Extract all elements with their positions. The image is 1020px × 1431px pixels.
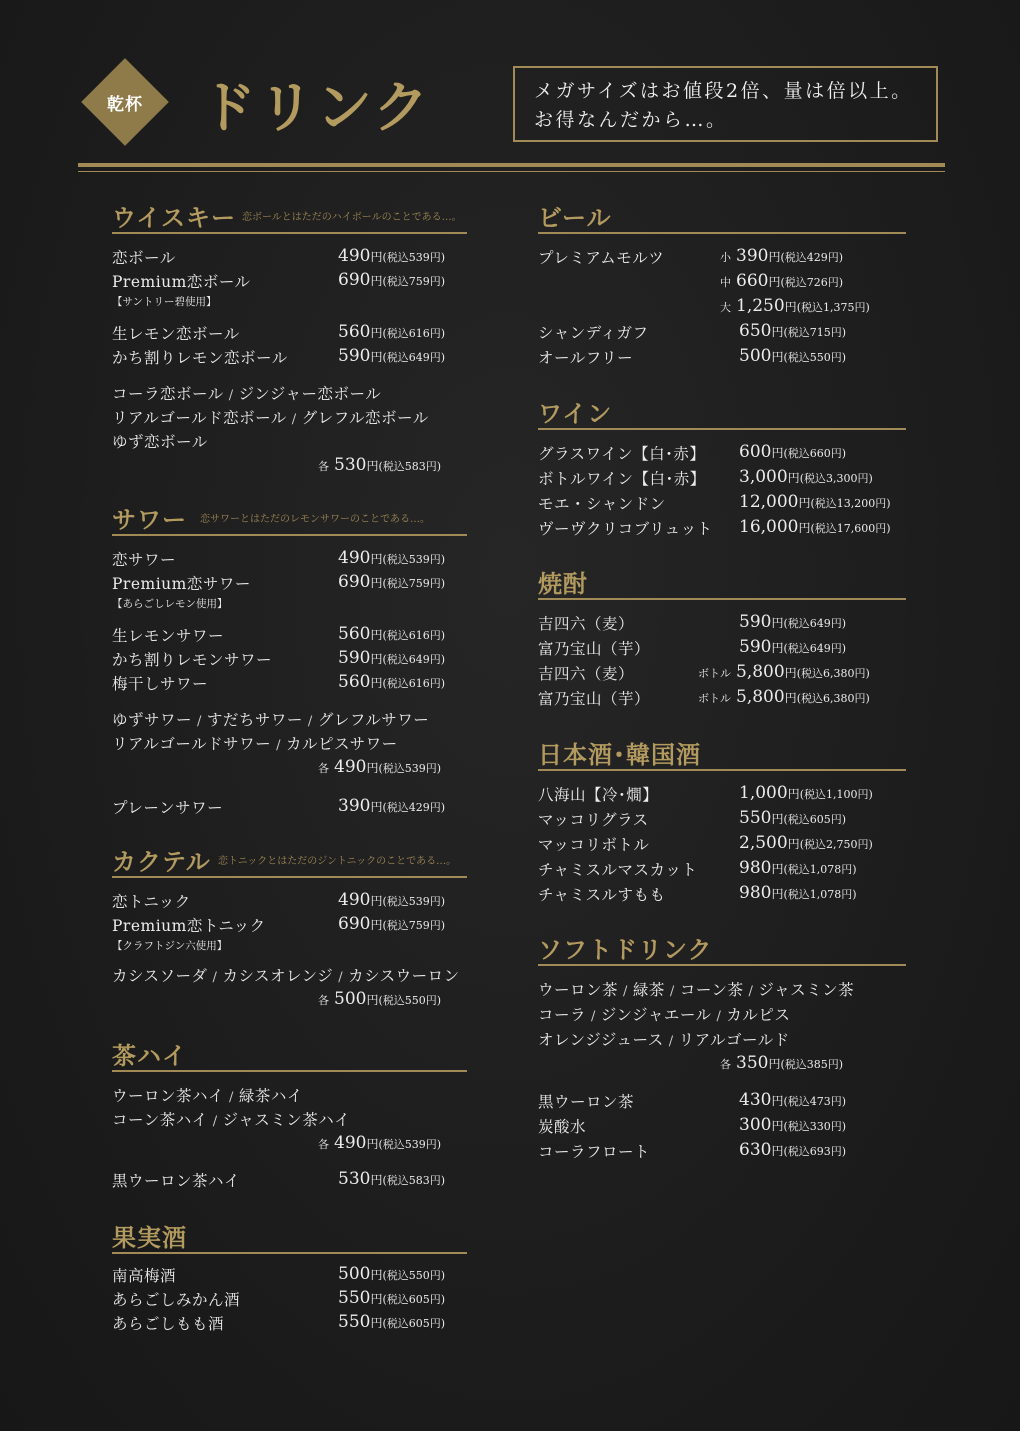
item-price: 560円(税込616円) — [338, 672, 446, 692]
menu-item — [538, 612, 906, 636]
menu-item — [538, 1090, 906, 1114]
item-price: 500円(税込550円) — [739, 346, 847, 366]
item-price: 560円(税込616円) — [338, 624, 446, 644]
each-price: 各 350円(税込385円) — [720, 1053, 844, 1073]
section-title: 焼酎 — [538, 569, 588, 598]
item-price: 590円(税込649円) — [338, 346, 446, 366]
menu-item — [112, 548, 467, 572]
menu-item — [538, 492, 906, 516]
item-name: 八海山【冷･燗】 — [538, 786, 659, 804]
section-subtitle: 恋トニックとはただのジントニックのことである…。 — [218, 856, 457, 867]
menu-item — [112, 624, 467, 648]
item-name: 生レモン恋ボール — [112, 325, 240, 343]
section-header — [538, 930, 906, 966]
item-name: ボトルワイン【白･赤】 — [538, 470, 706, 488]
item-price: 490円(税込539円) — [338, 890, 446, 910]
menu-item — [538, 246, 906, 270]
item-name: Premium恋ボール — [112, 273, 251, 291]
menu-item — [538, 321, 906, 345]
section-header — [112, 500, 467, 536]
item-name: 富乃宝山（芋） — [538, 690, 651, 708]
item-name: あらごしもも酒 — [112, 1315, 225, 1333]
section-header — [538, 735, 906, 771]
menu-item — [538, 883, 906, 907]
badge-label: 乾杯 — [107, 95, 143, 115]
item-name: 炭酸水 — [538, 1118, 587, 1136]
item-name: Premium恋サワー — [112, 575, 251, 593]
item-note: 【サントリー碧使用】 — [112, 296, 217, 308]
list-line: ウーロン茶ハイ / 緑茶ハイ — [112, 1087, 303, 1105]
item-name: 生レモンサワー — [112, 627, 225, 645]
item-price: 530円(税込583円) — [338, 1169, 446, 1189]
menu-item — [538, 271, 906, 295]
item-price: 3,000円(税込3,300円) — [739, 467, 873, 487]
list-line: コーン茶ハイ / ジャスミン茶ハイ — [112, 1111, 351, 1129]
each-price: 各 490円(税込539円) — [318, 1133, 442, 1153]
item-name: 吉四六（麦） — [538, 665, 635, 683]
item-price: 小 390円(税込429円) — [720, 246, 844, 266]
item-name: 恋サワー — [112, 551, 177, 569]
item-name: マッコリグラス — [538, 811, 649, 829]
each-price: 各 490円(税込539円) — [318, 757, 442, 777]
item-price: 430円(税込473円) — [739, 1090, 847, 1110]
item-name: 富乃宝山（芋） — [538, 640, 651, 658]
section-title: サワー — [112, 505, 187, 534]
item-name: コーラフロート — [538, 1143, 651, 1161]
item-name: かち割りレモンサワー — [112, 651, 273, 669]
menu-item — [112, 672, 467, 696]
menu-item — [538, 517, 906, 541]
item-price: 690円(税込759円) — [338, 914, 446, 934]
item-price: 大 1,250円(税込1,375円) — [720, 296, 870, 316]
item-name: チャミスルすもも — [538, 886, 666, 904]
section-beer — [538, 198, 906, 367]
section-header — [112, 1036, 467, 1072]
item-price: 590円(税込649円) — [338, 648, 446, 668]
section-title: ソフトドリンク — [538, 935, 713, 964]
list-line: コーラ / ジンジャエール / カルピス — [538, 1006, 791, 1024]
section-cocktail — [112, 842, 467, 1009]
header-rule — [78, 171, 945, 172]
item-price: 12,000円(税込13,200円) — [739, 492, 891, 512]
menu-item — [538, 687, 906, 711]
menu-item — [538, 1115, 906, 1139]
section-header — [112, 1218, 467, 1254]
item-name: マッコリボトル — [538, 836, 650, 854]
item-name: プレミアムモルツ — [538, 249, 665, 267]
menu-item — [112, 890, 467, 914]
section-whisky — [112, 198, 467, 475]
item-name: チャミスルマスカット — [538, 861, 698, 879]
section-soft-drinks — [538, 930, 906, 1161]
item-price: 490円(税込539円) — [338, 246, 446, 266]
section-title: 果実酒 — [112, 1223, 187, 1252]
section-title: 日本酒･韓国酒 — [538, 740, 701, 769]
section-shochu — [538, 564, 906, 708]
item-price: 550円(税込605円) — [338, 1312, 446, 1332]
list-line: ゆずサワー / すだちサワー / グレフルサワー — [112, 711, 430, 729]
header-rule — [78, 163, 945, 167]
section-title: ワイン — [538, 399, 613, 428]
section-header — [112, 198, 467, 234]
item-price: ボトル 5,800円(税込6,380円) — [698, 687, 870, 707]
menu-item — [538, 808, 906, 832]
item-price: 630円(税込693円) — [739, 1140, 847, 1160]
item-name: 南高梅酒 — [112, 1267, 177, 1285]
section-tea-hi — [112, 1036, 467, 1190]
menu-item — [112, 1169, 467, 1193]
item-name: 梅干しサワー — [112, 675, 209, 693]
item-price: 980円(税込1,078円) — [739, 883, 857, 903]
item-price: 600円(税込660円) — [739, 442, 847, 462]
item-price: ボトル 5,800円(税込6,380円) — [698, 662, 870, 682]
item-name: ヴーヴクリコブリュット — [538, 520, 713, 538]
section-sake — [538, 735, 906, 904]
section-header — [538, 394, 906, 430]
item-name: あらごしみかん酒 — [112, 1291, 241, 1309]
section-title: ビール — [538, 203, 612, 232]
menu-item — [112, 346, 467, 370]
section-title: カクテル — [112, 847, 211, 876]
section-sour — [112, 500, 467, 817]
menu-item — [538, 637, 906, 661]
item-name: モエ・シャンドン — [538, 495, 666, 513]
item-price: 690円(税込759円) — [338, 270, 446, 290]
each-price: 各 500円(税込550円) — [318, 989, 442, 1009]
section-title: 茶ハイ — [112, 1041, 187, 1070]
section-header — [538, 198, 906, 234]
item-note: 【クラフトジン六使用】 — [112, 940, 228, 952]
item-price: 590円(税込649円) — [739, 637, 847, 657]
item-name: シャンディガフ — [538, 324, 649, 342]
menu-item — [538, 1140, 906, 1164]
menu-item — [538, 783, 906, 807]
menu-item — [538, 858, 906, 882]
menu-item — [112, 270, 467, 294]
item-name: グラスワイン【白･赤】 — [538, 445, 706, 463]
item-price: 16,000円(税込17,600円) — [739, 517, 891, 537]
item-name: かち割りレモン恋ボール — [112, 349, 288, 367]
each-price: 各 530円(税込583円) — [318, 455, 442, 475]
item-price: 2,500円(税込2,750円) — [739, 833, 873, 853]
item-name: プレーンサワー — [112, 799, 224, 817]
note-line: メガサイズはお値段2倍、量は倍以上。 — [534, 80, 913, 102]
section-subtitle: 恋ボールとはただのハイボールのことである…。 — [242, 212, 462, 223]
item-price: 690円(税込759円) — [338, 572, 446, 592]
note-box — [513, 66, 938, 142]
item-price: 590円(税込649円) — [739, 612, 847, 632]
menu-item — [112, 796, 467, 820]
section-header — [112, 842, 467, 878]
section-fruit-liquor — [112, 1218, 467, 1333]
page-title: ドリンク — [200, 75, 431, 141]
item-price: 490円(税込539円) — [338, 548, 446, 568]
menu-item — [538, 662, 906, 686]
note-line: お得なんだから…。 — [534, 109, 728, 131]
menu-item — [112, 572, 467, 596]
list-line: ウーロン茶 / 緑茶 / コーン茶 / ジャスミン茶 — [538, 981, 855, 999]
menu-item — [112, 648, 467, 672]
item-name: 恋トニック — [112, 893, 191, 911]
section-wine — [538, 394, 906, 538]
item-price: 650円(税込715円) — [739, 321, 847, 341]
list-line: カシスソーダ / カシスオレンジ / カシスウーロン — [112, 967, 460, 985]
item-price: 500円(税込550円) — [338, 1264, 446, 1284]
item-price: 980円(税込1,078円) — [739, 858, 857, 878]
list-line: リアルゴールドサワー / カルピスサワー — [112, 735, 398, 753]
item-note: 【あらごしレモン使用】 — [112, 598, 228, 610]
menu-item — [112, 1312, 467, 1336]
menu-item — [538, 442, 906, 466]
item-price: 中 660円(税込726円) — [720, 271, 844, 291]
list-line: ゆず恋ボール — [112, 433, 208, 451]
menu-item — [112, 1264, 467, 1288]
section-title: ウイスキー — [112, 203, 237, 232]
menu-item — [112, 246, 467, 270]
item-price: 550円(税込605円) — [739, 808, 847, 828]
item-name: 黒ウーロン茶 — [538, 1093, 635, 1111]
item-name: Premium恋トニック — [112, 917, 266, 935]
list-line: オレンジジュース / リアルゴールド — [538, 1031, 790, 1049]
menu-item — [538, 467, 906, 491]
menu-item — [112, 322, 467, 346]
section-subtitle: 恋サワーとはただのレモンサワーのことである…。 — [200, 514, 430, 525]
menu-item — [538, 296, 906, 320]
menu-item — [112, 1288, 467, 1312]
item-price: 1,000円(税込1,100円) — [739, 783, 873, 803]
list-line: リアルゴールド恋ボール / グレフル恋ボール — [112, 409, 429, 427]
list-line: コーラ恋ボール / ジンジャー恋ボール — [112, 385, 382, 403]
item-name: 黒ウーロン茶ハイ — [112, 1172, 241, 1190]
section-header — [538, 564, 906, 600]
menu-item — [538, 346, 906, 370]
menu-item — [538, 833, 906, 857]
item-price: 560円(税込616円) — [338, 322, 446, 342]
item-price: 550円(税込605円) — [338, 1288, 446, 1308]
item-name: 恋ボール — [112, 249, 176, 267]
item-name: 吉四六（麦） — [538, 615, 635, 633]
item-name: オールフリー — [538, 349, 634, 367]
item-price: 390円(税込429円) — [338, 796, 446, 816]
menu-item — [112, 914, 467, 938]
item-price: 300円(税込330円) — [739, 1115, 847, 1135]
